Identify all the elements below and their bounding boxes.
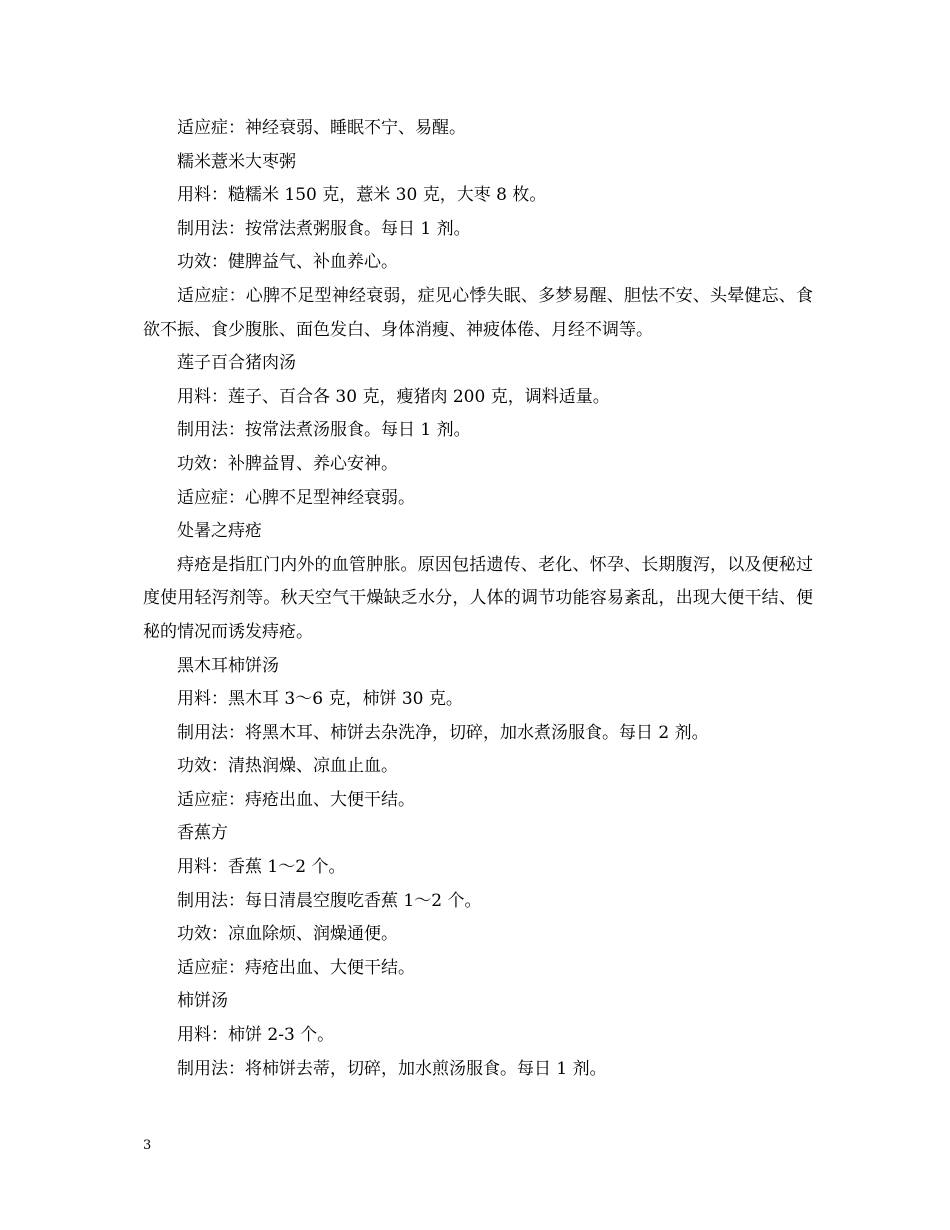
paragraph: 用料：香蕉 1～2 个。 xyxy=(177,857,346,878)
paragraph: 制用法：将黑木耳、柿饼去杂洗净，切碎，加水煮汤服食。每日 2 剂。 xyxy=(177,722,709,743)
paragraph: 功效：补脾益胃、养心安神。 xyxy=(177,453,398,474)
recipe-heading: 柿饼汤 xyxy=(177,991,228,1012)
paragraph: 制用法：按常法煮汤服食。每日 1 剂。 xyxy=(177,420,471,441)
paragraph: 制用法：按常法煮粥服食。每日 1 剂。 xyxy=(177,218,471,239)
paragraph: 用料：莲子、百合各 30 克，瘦猪肉 200 克，调料适量。 xyxy=(177,386,610,407)
paragraph: 功效：健脾益气、补血养心。 xyxy=(177,252,398,273)
paragraph: 用料：糙糯米 150 克，薏米 30 克，大枣 8 枚。 xyxy=(177,185,547,206)
paragraph: 制用法：每日清晨空腹吃香蕉 1～2 个。 xyxy=(177,890,482,911)
recipe-heading: 香蕉方 xyxy=(177,823,228,844)
paragraph: 适应症：神经衰弱、睡眠不宁、易醒。 xyxy=(177,118,466,138)
paragraph: 功效：清热润燥、凉血止血。 xyxy=(177,756,398,777)
section-heading: 处暑之痔疮 xyxy=(177,521,262,542)
paragraph: 适应症：痔疮出血、大便干结。 xyxy=(177,957,415,978)
paragraph: 适应症：心脾不足型神经衰弱。 xyxy=(177,487,415,508)
recipe-heading: 莲子百合猪肉汤 xyxy=(177,353,296,374)
document-body xyxy=(143,112,813,1086)
paragraph: 制用法：将柿饼去蒂，切碎，加水煎汤服食。每日 1 剂。 xyxy=(177,1058,607,1079)
recipe-heading: 糯米薏米大枣粥 xyxy=(177,151,296,172)
paragraph: 痔疮是指肛门内外的血管肿胀。原因包括遗传、老化、怀孕、长期腹泻，以及便秘过度使用轻泻剂等。秋天空气干燥缺乏水分，人体的调节功能容易紊乱，出现大便干结、便秘的情况而诱发痔疮。 xyxy=(143,554,813,642)
paragraph: 用料：柿饼 2-3 个。 xyxy=(177,1025,335,1046)
paragraph: 用料：黑木耳 3～6 克，柿饼 30 克。 xyxy=(177,689,463,710)
paragraph: 适应症：心脾不足型神经衰弱，症见心悸失眠、多梦易醒、胆怯不安、头晕健忘、食欲不振、食少腹胀、面色发白、身体消瘦、神疲体倦、月经不调等。 xyxy=(143,285,813,340)
recipe-heading: 黑木耳柿饼汤 xyxy=(177,655,279,676)
paragraph: 适应症：痔疮出血、大便干结。 xyxy=(177,789,415,810)
page-number: 3 xyxy=(143,1138,152,1153)
paragraph: 功效：凉血除烦、润燥通便。 xyxy=(177,924,398,945)
